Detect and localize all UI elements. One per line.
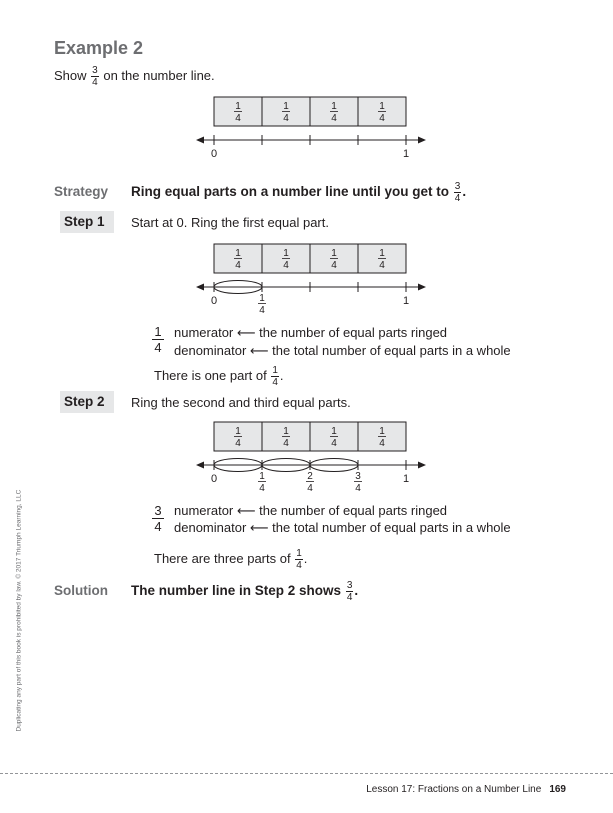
- left-arrowhead-icon: [196, 137, 204, 144]
- tick-label-numerator: 2: [307, 471, 313, 482]
- strip-part-numerator: 1: [379, 248, 385, 259]
- strip-part-denominator: 4: [235, 438, 241, 449]
- denominator-label: denominator: [174, 343, 247, 358]
- summary-text: There is one part of: [154, 367, 267, 383]
- strip-part-numerator: 1: [331, 101, 337, 112]
- solution-sentence: The number line in Step 2 shows: [131, 583, 342, 599]
- strip-part-numerator: 1: [379, 101, 385, 112]
- solution-label: Solution: [54, 583, 108, 598]
- number-line-label-1: 1: [402, 473, 410, 485]
- right-arrowhead-icon: [418, 284, 426, 291]
- number-line-label-0: 0: [210, 473, 218, 485]
- strip-part-denominator: 4: [283, 260, 289, 271]
- prompt-fraction: [91, 66, 99, 87]
- step1-big-fraction: [152, 324, 164, 355]
- strip-part-numerator: 1: [379, 426, 385, 437]
- solution-text: [131, 581, 358, 602]
- summary-fraction: [271, 366, 279, 387]
- numerator-value: 1: [152, 324, 164, 340]
- step1-label: Step 1: [60, 211, 114, 233]
- strip-part-denominator: 4: [235, 113, 241, 124]
- strip-part-denominator: 4: [283, 113, 289, 124]
- step2-summary: [154, 549, 307, 570]
- strip-part-numerator: 1: [235, 101, 241, 112]
- step2-label: Step 2: [60, 391, 114, 413]
- summary-period: .: [303, 550, 308, 566]
- fraction-denominator: 4: [346, 592, 353, 603]
- strip-part-denominator: 4: [331, 438, 337, 449]
- strip-part-denominator: 4: [283, 438, 289, 449]
- tick-label-denominator: 4: [259, 483, 265, 494]
- left-arrow-icon: ⟵: [249, 520, 269, 535]
- strip-part-denominator: 4: [235, 260, 241, 271]
- diagram-step2: [195, 421, 435, 504]
- fraction-numerator: 3: [346, 580, 353, 591]
- strategy-fraction: [454, 182, 462, 203]
- strip-part-numerator: 1: [235, 248, 241, 259]
- prompt-before: Show: [54, 67, 87, 83]
- strategy-text: [131, 182, 466, 203]
- numerator-label: numerator: [174, 325, 234, 340]
- diagram-step1: [195, 243, 435, 326]
- step2-numerator-note: [174, 503, 447, 519]
- summary-period: .: [279, 367, 284, 383]
- strip-part-numerator: 1: [331, 426, 337, 437]
- step2-text: Ring the second and third equal parts.: [131, 395, 351, 410]
- strip-part-denominator: 4: [379, 260, 385, 271]
- step2-numerator-row: [152, 503, 164, 534]
- fraction-numerator: 1: [272, 365, 278, 376]
- tick-label-numerator: 1: [259, 293, 265, 304]
- tick-label-denominator: 4: [259, 305, 265, 316]
- fraction-denominator: 4: [454, 193, 461, 204]
- step1-summary: [154, 366, 284, 387]
- copyright-note: Duplicating any part of this book is prohibited by law. © 2017 Triumph Learning, LLC: [15, 489, 23, 732]
- strip-part-numerator: 1: [331, 248, 337, 259]
- left-arrowhead-icon: [196, 284, 204, 291]
- step2-denominator-note: [174, 520, 511, 536]
- fraction-number-line: [195, 96, 435, 174]
- footer-divider: [0, 773, 613, 774]
- fraction-denominator: 4: [272, 377, 278, 388]
- left-arrowhead-icon: [196, 462, 204, 469]
- strip-part-numerator: 1: [283, 426, 289, 437]
- strip-part-denominator: 4: [331, 260, 337, 271]
- step2-big-fraction: [152, 503, 164, 534]
- solution-period: .: [354, 583, 359, 599]
- summary-fraction: [295, 549, 303, 570]
- right-arrowhead-icon: [418, 137, 426, 144]
- fraction-number-line: [195, 421, 435, 499]
- page-footer: [340, 784, 566, 795]
- strip-part-denominator: 4: [379, 438, 385, 449]
- page-number: 169: [549, 784, 566, 795]
- summary-text: There are three parts of: [154, 550, 291, 566]
- left-arrow-icon: ⟵: [236, 325, 256, 340]
- denominator-value: 4: [154, 340, 162, 355]
- diagram-example: [195, 96, 435, 179]
- example-title: Example 2: [54, 38, 144, 58]
- fraction-numerator: 1: [296, 548, 302, 559]
- strategy-label: Strategy: [54, 184, 109, 199]
- prompt-after: on the number line.: [103, 67, 215, 83]
- fraction-number-line: [195, 243, 435, 321]
- strip-part-numerator: 1: [283, 248, 289, 259]
- number-line-label-0: 0: [210, 295, 218, 307]
- solution-fraction: [346, 581, 354, 602]
- number-line-label-0: 0: [210, 148, 218, 160]
- strategy-period: .: [462, 184, 467, 200]
- fraction-denominator: 4: [92, 77, 98, 88]
- tick-label-numerator: 3: [355, 471, 361, 482]
- tick-label-numerator: 1: [259, 471, 265, 482]
- strip-part-numerator: 1: [235, 426, 241, 437]
- step1-numerator-row: [152, 324, 164, 355]
- denominator-value: 4: [154, 519, 162, 534]
- fraction-denominator: 4: [296, 560, 302, 571]
- numerator-desc: the number of equal parts ringed: [259, 503, 448, 518]
- tick-label-denominator: 4: [355, 483, 361, 494]
- right-arrowhead-icon: [418, 462, 426, 469]
- numerator-label: numerator: [174, 503, 234, 518]
- left-arrow-icon: ⟵: [236, 503, 256, 518]
- tick-label-denominator: 4: [307, 483, 313, 494]
- denominator-label: denominator: [174, 520, 247, 535]
- left-arrow-icon: ⟵: [249, 343, 269, 358]
- strip-part-numerator: 1: [283, 101, 289, 112]
- strategy-sentence: Ring equal parts on a number line until you get to: [131, 184, 450, 200]
- fraction-numerator: 3: [454, 181, 461, 192]
- denominator-desc: the total number of equal parts in a whole: [272, 520, 511, 535]
- fraction-numerator: 3: [92, 65, 98, 76]
- numerator-value: 3: [152, 503, 164, 519]
- denominator-desc: the total number of equal parts in a whole: [272, 343, 511, 358]
- lesson-title: Lesson 17: Fractions on a Number Line: [366, 784, 542, 795]
- strip-part-denominator: 4: [331, 113, 337, 124]
- step1-numerator-note: [174, 325, 447, 341]
- example-prompt: [54, 66, 215, 87]
- number-line-label-1: 1: [402, 148, 410, 160]
- step1-denominator-note: [174, 343, 511, 359]
- step1-text: Start at 0. Ring the first equal part.: [131, 215, 329, 230]
- numerator-desc: the number of equal parts ringed: [259, 325, 448, 340]
- strip-part-denominator: 4: [379, 113, 385, 124]
- number-line-label-1: 1: [402, 295, 410, 307]
